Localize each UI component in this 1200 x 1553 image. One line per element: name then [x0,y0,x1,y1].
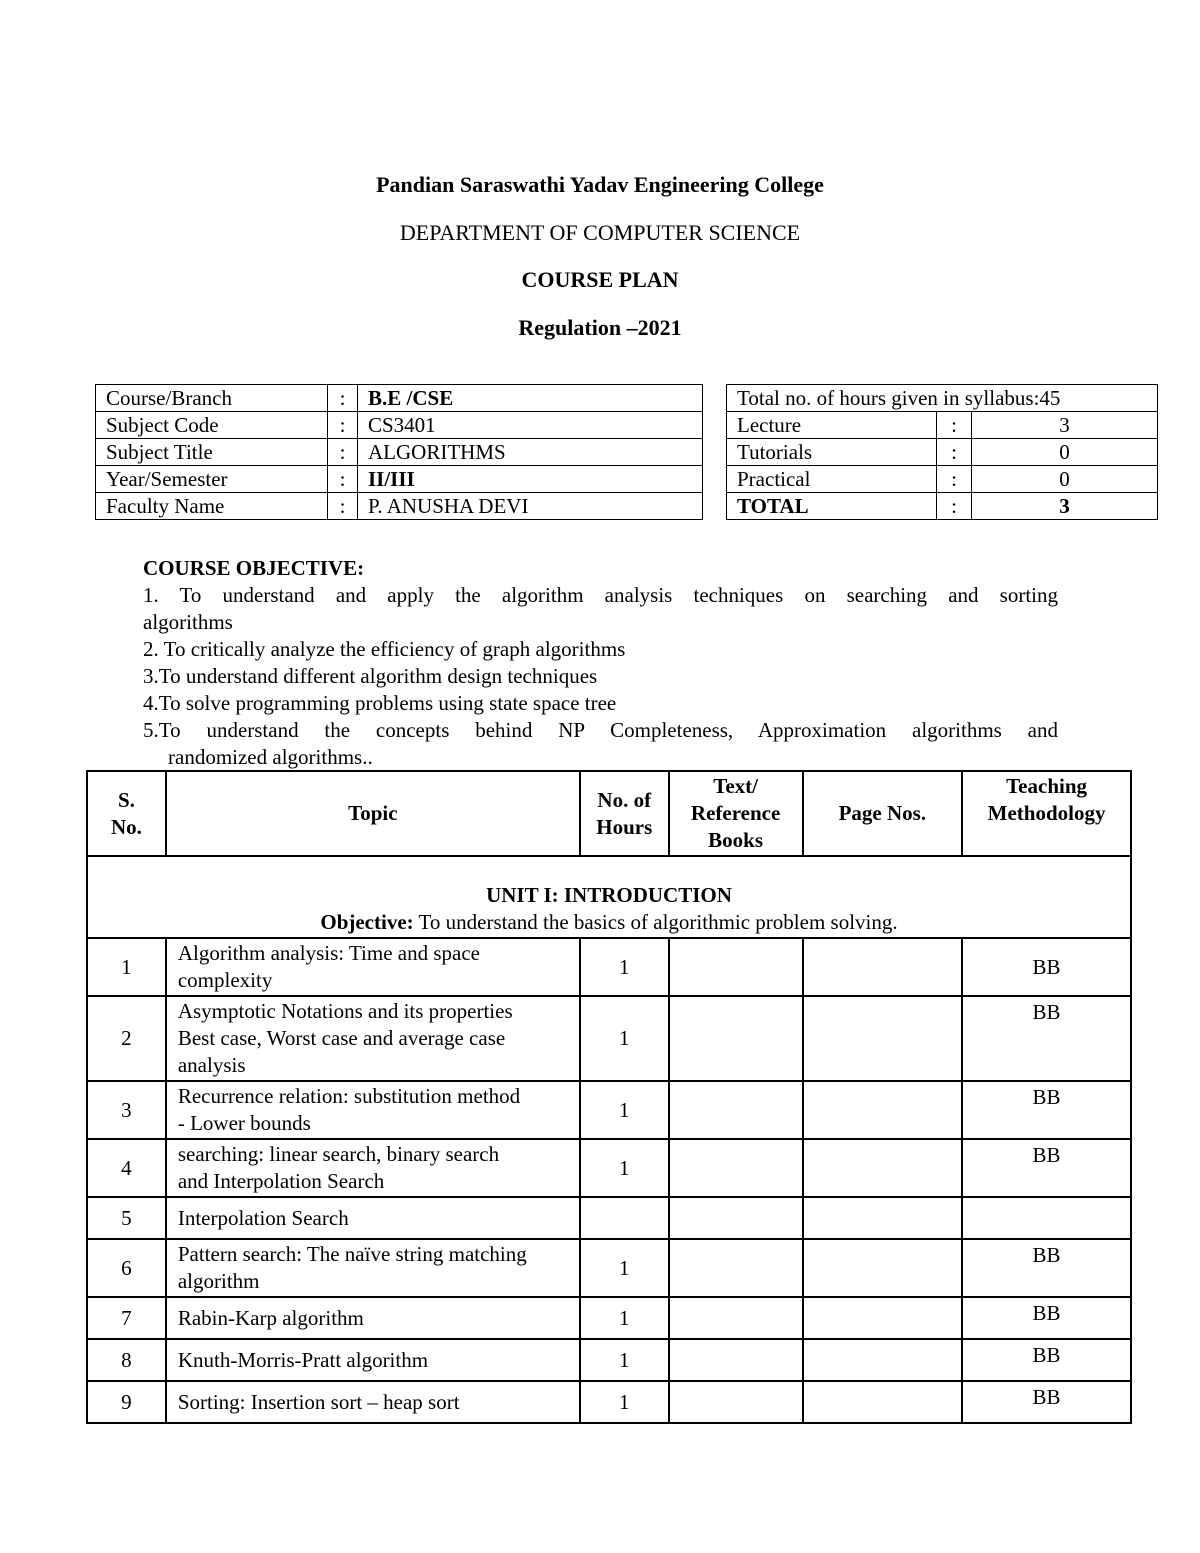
info-colon: : [328,466,358,493]
cell-pages [803,1197,963,1239]
department-name: DEPARTMENT OF COMPUTER SCIENCE [399,220,801,245]
info-label: Faculty Name [96,493,328,520]
unit-row [87,856,1131,938]
table-row [87,1297,1131,1339]
table-row [87,938,1131,996]
cell-sno: 7 [87,1297,166,1339]
cell-methodology [962,1197,1131,1239]
cell-pages [803,1081,963,1139]
cell-methodology: BB [962,1297,1131,1339]
cell-sno: 3 [87,1081,166,1139]
cell-topic: searching: linear search, binary search and Interpolation Search [166,1139,580,1197]
cell-books [669,1139,803,1197]
unit-title: UNIT I: INTRODUCTION [486,883,732,907]
cell-pages [803,996,963,1081]
course-objectives [143,555,1058,771]
unit-objective-label: Objective: [320,910,414,934]
table-row [87,1339,1131,1381]
info-row [96,439,1158,466]
info-row [96,412,1158,439]
cell-methodology: BB [962,1139,1131,1197]
info-row [96,385,1158,412]
objective-item: 4.To solve programming problems using state space tree [143,691,617,715]
cell-topic: Algorithm analysis: Time and space complexity [166,938,580,996]
cell-hours: 1 [580,938,669,996]
objective-item: 2. To critically analyze the efficiency of graph algorithms [143,637,626,661]
cell-books [669,1339,803,1381]
info-colon: : [328,412,358,439]
info-label: Year/Semester [96,466,328,493]
table-row [87,1381,1131,1423]
objective-item: 3.To understand different algorithm design techniques [143,664,598,688]
cell-methodology: BB [962,1239,1131,1297]
col-header-books: Text/ Reference Books [669,771,803,856]
hours-value: 0 [972,466,1158,493]
college-name: Pandian Saraswathi Yadav Engineering College [376,172,824,197]
info-gap [703,493,727,520]
cell-pages [803,1239,963,1297]
info-value: II/III [358,466,703,493]
cell-topic: Knuth-Morris-Pratt algorithm [166,1339,580,1381]
table-row [87,1197,1131,1239]
cell-books [669,1297,803,1339]
cell-hours: 1 [580,996,669,1081]
total-hours-label: Total no. of hours given in syllabus:45 [727,385,1158,412]
document-title: COURSE PLAN [521,267,679,292]
info-value: P. ANUSHA DEVI [358,493,703,520]
cell-pages [803,1339,963,1381]
col-header-sno: S. No. [87,771,166,856]
table-row [87,1139,1131,1197]
col-header-hours: No. of Hours [580,771,669,856]
hours-value: 3 [972,412,1158,439]
cell-hours: 1 [580,1239,669,1297]
cell-books [669,1197,803,1239]
col-header-topic: Topic [166,771,580,856]
info-colon: : [328,439,358,466]
hours-total-label: TOTAL [727,493,937,520]
hours-total-value: 3 [972,493,1158,520]
cell-methodology: BB [962,1381,1131,1423]
objective-item: 5.To understand the concepts behind NP Completeness, Approximation algorithms and [143,718,1058,742]
info-label: Subject Title [96,439,328,466]
cell-books [669,1239,803,1297]
hours-value: 0 [972,439,1158,466]
col-header-pages: Page Nos. [803,771,963,856]
cell-methodology: BB [962,1339,1131,1381]
info-colon: : [328,385,358,412]
info-value: ALGORITHMS [358,439,703,466]
info-gap [703,466,727,493]
cell-pages [803,1297,963,1339]
info-colon: : [937,439,972,466]
info-row [96,493,1158,520]
cell-hours: 1 [580,1381,669,1423]
col-header-methodology: Teaching Methodology [962,771,1131,856]
cell-books [669,996,803,1081]
cell-sno: 6 [87,1239,166,1297]
info-gap [703,439,727,466]
cell-topic: Interpolation Search [166,1197,580,1239]
info-colon: : [937,493,972,520]
cell-books [669,938,803,996]
cell-hours [580,1197,669,1239]
cell-pages [803,1139,963,1197]
info-colon: : [937,466,972,493]
objective-item-cont: algorithms [143,610,233,634]
cell-books [669,1081,803,1139]
cell-hours: 1 [580,1139,669,1197]
cell-sno: 2 [87,996,166,1081]
cell-sno: 5 [87,1197,166,1239]
cell-methodology: BB [962,938,1131,996]
unit-cell [87,856,1131,938]
cell-hours: 1 [580,1339,669,1381]
info-label: Subject Code [96,412,328,439]
info-gap [703,412,727,439]
info-row [96,466,1158,493]
unit-objective-text: To understand the basics of algorithmic problem solving. [413,910,898,934]
cell-topic: Pattern search: The naïve string matching algorithm [166,1239,580,1297]
cell-hours: 1 [580,1081,669,1139]
cell-sno: 8 [87,1339,166,1381]
unit-objective [89,909,1129,936]
cell-sno: 4 [87,1139,166,1197]
cell-methodology: BB [962,996,1131,1081]
cell-topic: Rabin-Karp algorithm [166,1297,580,1339]
info-value: B.E /CSE [358,385,703,412]
objective-item: 1. To understand and apply the algorithm analysis techniques on searching and sorting [143,583,1058,607]
info-gap [703,385,727,412]
hours-label: Tutorials [727,439,937,466]
table-row [87,1081,1131,1139]
info-colon: : [328,493,358,520]
course-plan-table [86,770,1132,1424]
cell-methodology: BB [962,1081,1131,1139]
info-colon: : [937,412,972,439]
cell-sno: 1 [87,938,166,996]
cell-topic: Asymptotic Notations and its properties Best case, Worst case and average case analysis [166,996,580,1081]
cell-pages [803,1381,963,1423]
cell-topic: Sorting: Insertion sort – heap sort [166,1381,580,1423]
cell-books [669,1381,803,1423]
cell-sno: 9 [87,1381,166,1423]
regulation: Regulation –2021 [518,315,682,340]
course-info-table [95,384,1158,520]
info-label: Course/Branch [96,385,328,412]
cell-pages [803,938,963,996]
table-row [87,996,1131,1081]
hours-label: Lecture [727,412,937,439]
objective-item-cont: randomized algorithms.. [168,745,373,769]
table-header-row [87,771,1131,856]
objectives-heading: COURSE OBJECTIVE: [143,556,365,580]
hours-label: Practical [727,466,937,493]
info-value: CS3401 [358,412,703,439]
table-row [87,1239,1131,1297]
cell-topic: Recurrence relation: substitution method - Lower bounds [166,1081,580,1139]
cell-hours: 1 [580,1297,669,1339]
